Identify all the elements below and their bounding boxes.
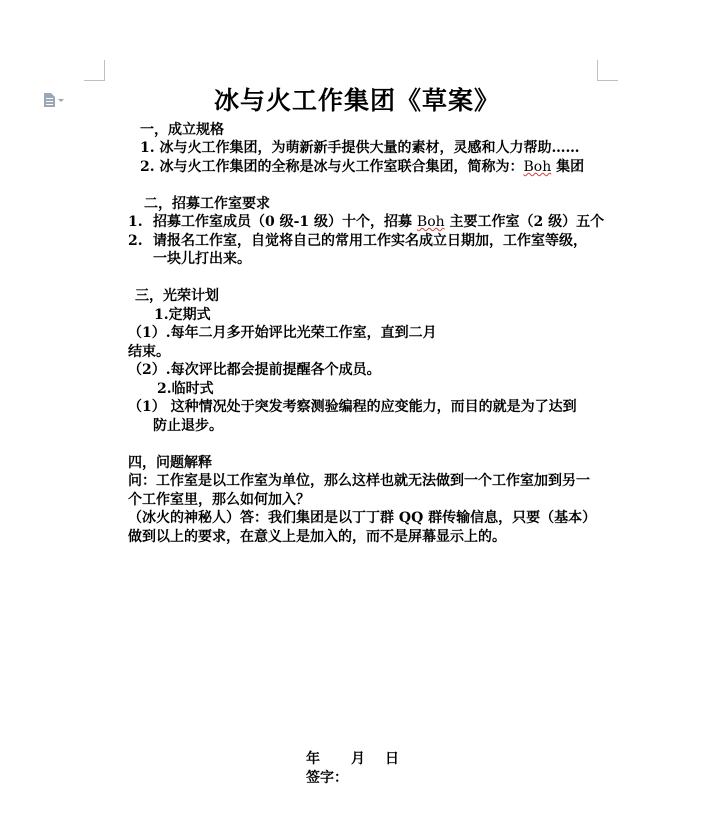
section2-item1-abbr: Boh	[416, 214, 445, 230]
document-menu[interactable]	[44, 92, 72, 108]
footer-year: 年	[306, 751, 320, 767]
section1-item2-suffix: 集团	[551, 159, 585, 175]
section2-item2-line2: 一块儿打出来。	[153, 251, 251, 267]
section4-question-line1: 问：工作室是以工作室为单位，那么这样也就无法做到一个工作室加到另一	[128, 473, 590, 489]
section1-item2-abbr: Boh	[523, 159, 552, 175]
section3-p3-line1: （1） 这种情况处于突发考察测验编程的应变能力，而目的就是为了达到	[128, 399, 577, 415]
section4-answer-line1: （冰火的神秘人）答：我们集团是以丁丁群 QQ 群传输信息，只要（基本）	[128, 510, 597, 526]
section3-sub2: 2.临时式	[157, 381, 214, 397]
chevron-down-icon	[58, 99, 64, 102]
section1-item2-prefix: 2. 冰与火工作集团的全称是冰与火工作室联合集团，简称为：	[140, 159, 524, 175]
section1-item1: 1. 冰与火工作集团，为萌新新手提供大量的素材，灵感和人力帮助……	[140, 140, 580, 156]
section3-p3-line2: 防止退步。	[153, 418, 223, 434]
margin-corner-top-right	[597, 60, 618, 81]
section2-item1	[153, 213, 604, 231]
section3-heading: 三，光荣计划	[135, 288, 219, 304]
margin-corner-top-left	[84, 60, 105, 81]
section1-item2	[140, 158, 584, 176]
footer-day: 日	[385, 751, 399, 767]
document-icon	[44, 93, 55, 107]
footer-month: 月	[351, 751, 365, 767]
document-title: 冰与火工作集团《草案》	[214, 86, 501, 115]
section4-answer-line2: 做到以上的要求，在意义上是加入的，而不是屏幕显示上的。	[128, 529, 506, 545]
section2-item2-num: 2.	[128, 233, 143, 249]
section3-p2: （2）.每次评比都会提前提醒各个成员。	[128, 362, 381, 378]
section2-item1-prefix: 招募工作室成员（0 级-1 级）十个，招募	[153, 214, 417, 230]
section4-heading: 四，问题解释	[128, 455, 212, 471]
section3-p1-line2: 结束。	[128, 344, 170, 360]
section2-heading: 二，招募工作室要求	[144, 196, 270, 212]
section3-sub1: 1.定期式	[154, 307, 211, 323]
section3-p1-line1: （1）.每年二月多开始评比光荣工作室，直到二月	[128, 325, 437, 341]
section4-question-line2: 个工作室里，那么如何加入？	[128, 492, 310, 508]
section2-item1-suffix: 主要工作室（2 级）五个	[444, 214, 605, 230]
section2-item1-num: 1.	[128, 214, 143, 230]
footer-signature: 签字：	[306, 770, 348, 786]
section1-heading: 一，成立规格	[140, 122, 224, 138]
section2-item2-line1: 请报名工作室，自觉将自己的常用工作实名成立日期加，工作室等级，	[153, 233, 587, 249]
